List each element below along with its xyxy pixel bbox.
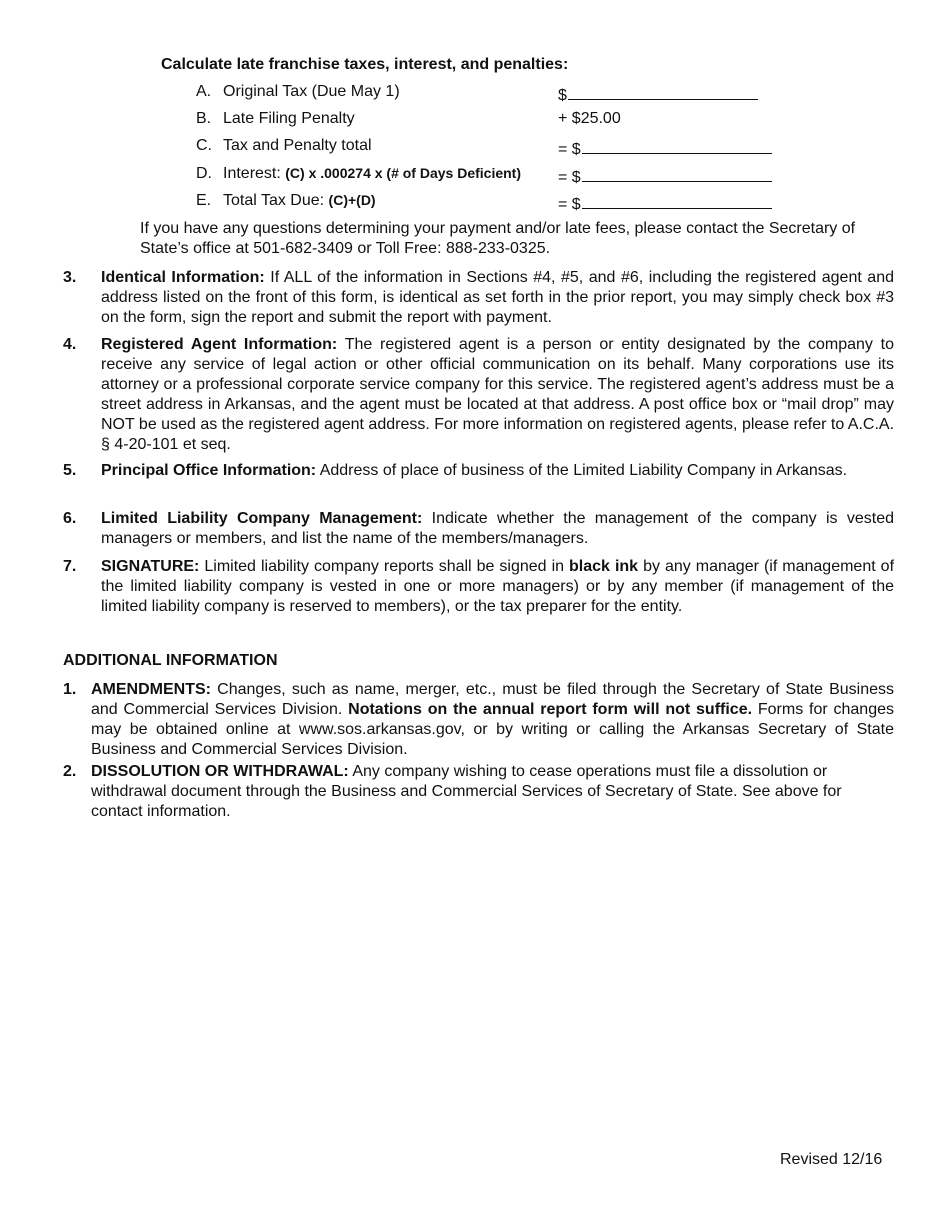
calc-row-label: Late Filing Penalty [223, 110, 355, 127]
revision-date: Revised 12/16 [780, 1151, 883, 1168]
item-text: Limited liability company reports shall be signed in [199, 558, 570, 575]
calc-row-letter: A. [196, 83, 212, 100]
calc-row-letter: D. [196, 165, 212, 182]
calc-row-d [196, 165, 796, 187]
item-title: Principal Office Information: [101, 462, 317, 479]
item-title: Identical Information: [101, 269, 265, 286]
calc-row-b [196, 110, 796, 132]
amount-blank-line[interactable] [582, 192, 772, 209]
instruction-item-7 [63, 557, 894, 617]
item-text: Changes, such as name, merger, etc., must be filed through the Secretary of State Business and Commercial Services Division. [91, 681, 894, 718]
amount-blank-line[interactable] [568, 83, 758, 100]
item-title: Limited Liability Company Management: [101, 510, 423, 527]
calc-heading: Calculate late franchise taxes, interest, and penalties: [161, 56, 569, 73]
instruction-item-4 [63, 335, 894, 455]
item-number: 5. [63, 462, 77, 479]
calc-row-letter: C. [196, 137, 212, 154]
additional-info-heading: ADDITIONAL INFORMATION [63, 652, 278, 669]
calc-row-letter: E. [196, 192, 212, 209]
calc-row-amount[interactable]: $ [558, 83, 758, 105]
item-title: SIGNATURE: [101, 558, 200, 575]
item-text-after: by any manager (if management of the limited liability company is vested in one or more managers) or by any member (if management of the limited liability company is reserved to members), or the tax preparer for the entity. [101, 558, 895, 615]
amount-blank-line[interactable] [582, 165, 772, 182]
item-number: 4. [63, 336, 77, 353]
calc-row-amount[interactable]: = $ [558, 165, 772, 187]
calc-row-amount[interactable]: = $ [558, 192, 772, 214]
calc-row-c [196, 137, 796, 159]
instruction-item-5 [63, 461, 894, 481]
calc-row-a [196, 83, 796, 105]
instruction-item-3 [63, 268, 894, 328]
item-text-after: Forms for changes may be obtained online at www.sos.arkansas.gov, or by writing or calling the Arkansas Secretary of State Business and Commercial Services Division. [91, 701, 894, 758]
item-text: Indicate whether the management of the company is vested managers or members, and list the name of the members/managers. [101, 510, 894, 547]
calc-row-amount[interactable]: = $ [558, 137, 772, 159]
additional-item-2 [63, 762, 863, 822]
item-number: 3. [63, 269, 77, 286]
calc-row-label: Total Tax Due: (C)+(D) [223, 192, 376, 209]
item-number: 6. [63, 510, 77, 527]
item-bold-phrase: Notations on the annual report form will not suffice. [348, 701, 753, 718]
item-text: If ALL of the information in Sections #4, #5, and #6, including the registered agent and address listed on the front of this form, is identical as set forth in the prior report, you may simply check box #3 on the form, sign the report and submit the report with payment. [101, 269, 894, 326]
calc-row-e [196, 192, 796, 214]
item-title: DISSOLUTION OR WITHDRAWAL: [91, 763, 349, 780]
item-text: Any company wishing to cease operations must file a dissolution or withdrawal document through the Business and Commercial Services of Secretary of State. See above for contact information. [91, 763, 842, 820]
item-number: 1. [63, 681, 77, 698]
additional-item-1 [63, 680, 894, 760]
item-number: 7. [63, 558, 77, 575]
item-number: 2. [63, 763, 77, 780]
item-title: AMENDMENTS: [91, 681, 211, 698]
item-text: Address of place of business of the Limited Liability Company in Arkansas. [316, 462, 848, 479]
calc-row-label: Interest: (C) x .000274 x (# of Days Deficient) [223, 165, 522, 182]
item-title: Registered Agent Information: [101, 336, 338, 353]
contact-paragraph: If you have any questions determining your payment and/or late fees, please contact the Secretary of State’s office at 501-682-3409 or Toll Free: 888-233-0325. [140, 220, 856, 257]
amount-blank-line[interactable] [582, 137, 772, 154]
item-bold-phrase: black ink [569, 558, 639, 575]
item-text: The registered agent is a person or entity designated by the company to receive any service of legal action or other official communication on its behalf. Many corporations use its attorney or a professional corporate service company for this service. The registered agent’s address must be a street address in Arkansas, and the agent must be located at that address. A post office box or “mail drop” may NOT be used as the registered agent address. For more information on registered agents, please refer to A.C.A. § 4-20-101 et seq. [101, 336, 895, 453]
calc-row-letter: B. [196, 110, 212, 127]
calc-row-label: Original Tax (Due May 1) [223, 83, 400, 100]
calc-row-amount: + $25.00 [558, 110, 621, 127]
instruction-item-6 [63, 509, 894, 549]
calc-row-label: Tax and Penalty total [223, 137, 372, 154]
